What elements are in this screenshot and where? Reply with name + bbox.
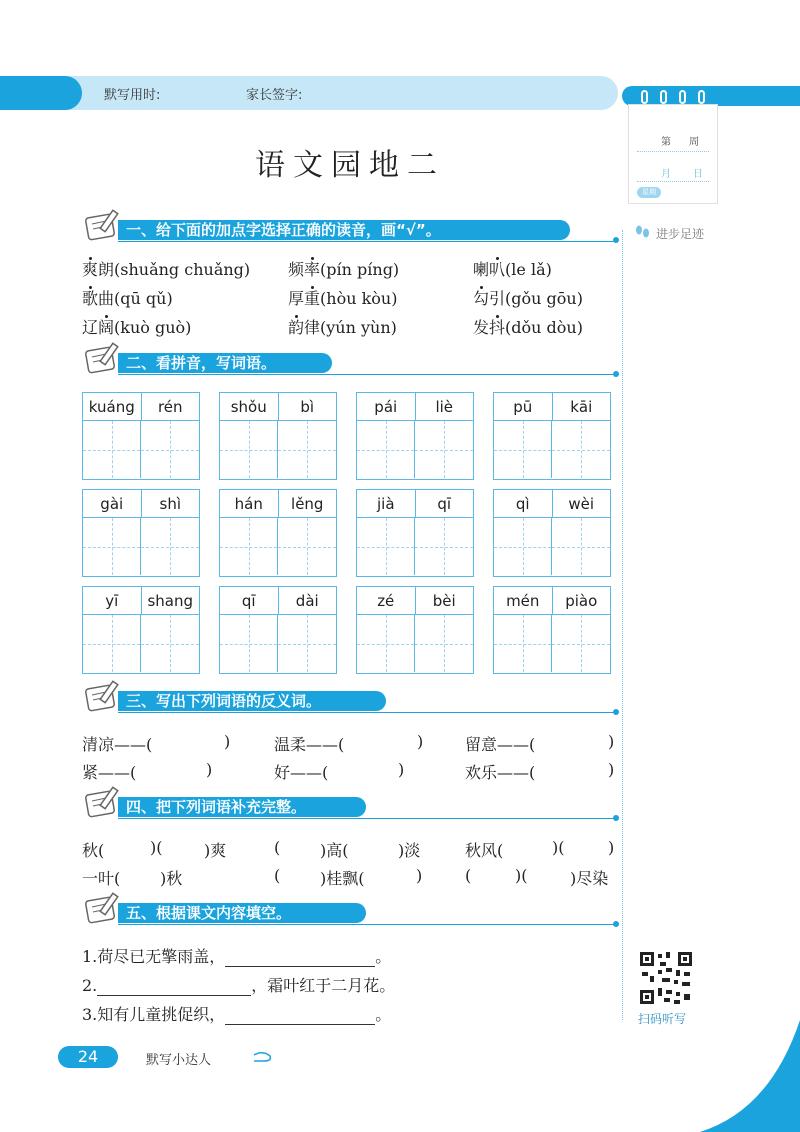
binder-ring-icon: [641, 90, 648, 104]
binder-ring-icon: [660, 90, 667, 104]
pinyin-label: pū: [494, 393, 553, 420]
answer-blank[interactable]: [225, 1009, 375, 1025]
pinyin-label: zé: [357, 587, 416, 614]
section-title-5: 五、根据课文内容填空。: [126, 904, 292, 922]
pinyin-label: rén: [157, 398, 183, 416]
word-box[interactable]: [493, 586, 611, 674]
pinyin-label: dài: [295, 592, 319, 610]
writing-cell[interactable]: [220, 421, 278, 478]
writing-cell[interactable]: [415, 518, 473, 575]
reading-item: 喇叭(le lǎ): [473, 260, 552, 279]
reading-item: 歌曲(qū qǔ): [82, 289, 173, 308]
idiom-part: ): [608, 838, 615, 857]
writing-cell[interactable]: [552, 421, 610, 478]
writing-cell[interactable]: [552, 518, 610, 575]
pencil-notebook-icon: [84, 785, 124, 819]
idiom-part: )秋: [160, 869, 183, 888]
writing-cell[interactable]: [278, 421, 336, 478]
month-label: 月: [661, 169, 671, 180]
pencil-notebook-icon: [84, 208, 124, 242]
pinyin-label: jià: [357, 490, 416, 517]
writing-cell[interactable]: [357, 615, 415, 672]
pinyin-label: lěng: [291, 495, 324, 513]
corner-wave: [700, 1020, 800, 1132]
word-box[interactable]: [82, 586, 200, 674]
writing-cell[interactable]: [494, 518, 552, 575]
answer-blank[interactable]: [225, 951, 375, 967]
pinyin-label: qī: [220, 587, 279, 614]
pinyin-label: shang: [147, 592, 194, 610]
writing-cell[interactable]: [494, 615, 552, 672]
idiom-part: (: [274, 838, 281, 857]
pencil-notebook-icon: [84, 679, 124, 713]
idiom-part: )高(: [320, 841, 349, 860]
qr-label: 扫码听写: [638, 1012, 687, 1026]
pinyin-label: yī: [83, 587, 142, 614]
qr-code[interactable]: [638, 950, 694, 1006]
writing-cell[interactable]: [220, 518, 278, 575]
pinyin-label: qī: [437, 495, 452, 513]
binder-ring-icon: [679, 90, 686, 104]
pinyin-label: gài: [83, 490, 142, 517]
header-tab: [0, 76, 82, 110]
pinyin-label: piào: [565, 592, 598, 610]
word-box[interactable]: [219, 586, 337, 674]
antonym-item: 欢乐——(: [465, 763, 536, 782]
writing-cell[interactable]: [83, 615, 141, 672]
answer-blank[interactable]: [97, 980, 251, 996]
pinyin-label: bèi: [432, 592, 456, 610]
pinyin-label: liè: [435, 398, 454, 416]
writing-cell[interactable]: [220, 615, 278, 672]
antonym-paren: ): [608, 732, 615, 751]
antonym-paren: ): [206, 760, 213, 779]
week-di: 第: [661, 137, 671, 148]
antonym-paren: ): [398, 760, 405, 779]
reading-item: 频率(pín píng): [288, 260, 400, 279]
writing-cell[interactable]: [357, 421, 415, 478]
idiom-part: )尽染: [570, 869, 609, 888]
header-band: [0, 76, 618, 110]
antonym-item: 留意——(: [465, 735, 536, 754]
section-title-3: 三、写出下列词语的反义词。: [126, 692, 322, 710]
idiom-part: )淡: [398, 841, 421, 860]
antonym-item: 好——(: [274, 763, 329, 782]
pencil-notebook-icon: [84, 891, 124, 925]
day-label: 日: [693, 169, 703, 180]
progress-label: 进步足迹: [656, 227, 705, 241]
binder-ring-icon: [698, 90, 705, 104]
idiom-part: 一叶(: [82, 869, 121, 888]
footer-label: 默写小达人: [146, 1053, 212, 1068]
reading-item: 厚重(hòu kòu): [288, 289, 398, 308]
reading-item: 辽阔(kuò guò): [82, 318, 192, 337]
writing-cell[interactable]: [278, 615, 336, 672]
antonym-item: 清凉——(: [82, 735, 153, 754]
writing-cell[interactable]: [83, 518, 141, 575]
pinyin-label: kāi: [570, 398, 593, 416]
pencil-notebook-icon: [84, 341, 124, 375]
antonym-paren: ): [608, 760, 615, 779]
word-box[interactable]: [356, 392, 474, 480]
idiom-part: )(: [515, 866, 528, 885]
word-box[interactable]: [219, 489, 337, 577]
antonym-item: 温柔——(: [274, 735, 345, 754]
pinyin-label: kuáng: [83, 393, 142, 420]
idiom-part: (: [465, 866, 472, 885]
section-title-2: 二、看拼音，写词语。: [126, 354, 277, 372]
reading-item: 发抖(dǒu dòu): [473, 318, 583, 337]
fill-line-2: 2. ，霜叶红于二月花。: [82, 976, 396, 995]
antonym-paren: ): [224, 732, 231, 751]
pinyin-label: qì: [494, 490, 553, 517]
pinyin-label: bì: [300, 398, 315, 416]
weekday-badge: 星期: [637, 187, 661, 198]
writing-cell[interactable]: [357, 518, 415, 575]
writing-cell[interactable]: [141, 421, 199, 478]
word-box[interactable]: [82, 392, 200, 480]
footprints-icon: [634, 224, 652, 244]
writing-cell[interactable]: [552, 615, 610, 672]
pinyin-label: hán: [220, 490, 279, 517]
reading-item: 爽朗(shuǎng chuǎng): [82, 260, 251, 279]
pinyin-label: pái: [357, 393, 416, 420]
word-box[interactable]: [493, 392, 611, 480]
idiom-part: (: [274, 866, 281, 885]
pinyin-label: shǒu: [220, 393, 279, 420]
word-box[interactable]: [219, 392, 337, 480]
week-zhou: 周: [689, 137, 699, 148]
pinyin-label: mén: [494, 587, 553, 614]
time-label: 默写用时:: [104, 88, 161, 103]
idiom-part: ): [416, 866, 423, 885]
pinyin-label: wèi: [568, 495, 595, 513]
idiom-part: )(: [552, 838, 565, 857]
idiom-part: 秋(: [82, 841, 105, 860]
writing-cell[interactable]: [141, 518, 199, 575]
antonym-item: 紧——(: [82, 763, 137, 782]
section-title-4: 四、把下列词语补充完整。: [126, 798, 307, 816]
page-number: 24: [58, 1046, 118, 1068]
idiom-part: )爽: [204, 841, 227, 860]
page-title: 语文园地二: [255, 148, 445, 183]
writing-cell[interactable]: [278, 518, 336, 575]
reading-item: 勾引(gǒu gōu): [473, 289, 583, 308]
writing-cell[interactable]: [494, 421, 552, 478]
section-title-1: 一、给下面的加点字选择正确的读音，画“√”。: [126, 221, 441, 239]
word-box[interactable]: [356, 489, 474, 577]
margin-rule: [622, 230, 623, 1020]
curl-arrow-icon: [252, 1050, 274, 1069]
idiom-part: )桂飘(: [320, 869, 365, 888]
antonym-paren: ): [417, 732, 424, 751]
writing-cell[interactable]: [141, 615, 199, 672]
calendar-tab: [622, 86, 800, 106]
writing-cell[interactable]: [415, 615, 473, 672]
sign-label: 家长签字:: [246, 88, 303, 103]
idiom-part: )(: [150, 838, 163, 857]
fill-line-3: 3.知有儿童挑促织， 。: [82, 1005, 392, 1024]
writing-cell[interactable]: [83, 421, 141, 478]
word-box[interactable]: [82, 489, 200, 577]
reading-item: 韵律(yún yùn): [288, 318, 397, 337]
fill-line-1: 1.荷尽已无擎雨盖， 。: [82, 947, 392, 966]
word-box[interactable]: [356, 586, 474, 674]
idiom-part: 秋风(: [465, 841, 504, 860]
writing-cell[interactable]: [415, 421, 473, 478]
pinyin-label: shì: [159, 495, 181, 513]
word-box[interactable]: [493, 489, 611, 577]
